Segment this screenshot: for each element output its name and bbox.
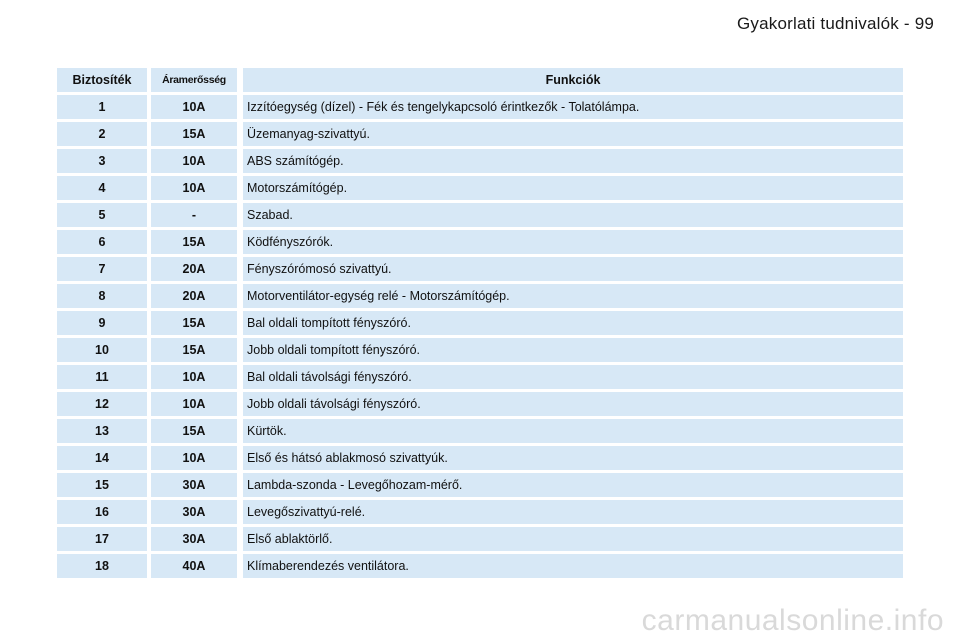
function-cell: ABS számítógép. [243,149,903,173]
fuse-table [57,68,903,581]
function-cell: Első és hátsó ablakmosó szivattyúk. [243,446,903,470]
function-cell: Izzítóegység (dízel) - Fék és tengelykapcsoló érintkezők - Tolatólámpa. [243,95,903,119]
table-header-row [57,68,903,92]
table-row [57,149,903,173]
amperage-cell: 30A [151,527,237,551]
function-cell: Jobb oldali tompított fényszóró. [243,338,903,362]
table-row [57,284,903,308]
page-title: Gyakorlati tudnivalók - 99 [736,14,934,33]
fuse-number-cell: 8 [57,284,147,308]
table-row [57,527,903,551]
fuse-number-cell: 14 [57,446,147,470]
fuse-number-cell: 17 [57,527,147,551]
fuse-number-cell: 18 [57,554,147,578]
fuse-number-cell: 12 [57,392,147,416]
table-row [57,203,903,227]
function-cell: Szabad. [243,203,903,227]
amperage-cell: 10A [151,365,237,389]
amperage-cell: 10A [151,392,237,416]
amperage-cell: 15A [151,311,237,335]
function-cell: Motorventilátor-egység relé - Motorszámítógép. [243,284,903,308]
fuse-number-cell: 16 [57,500,147,524]
table-body [57,95,903,578]
amperage-cell: 30A [151,500,237,524]
function-cell: Motorszámítógép. [243,176,903,200]
table-row [57,311,903,335]
amperage-cell: - [151,203,237,227]
amperage-cell: 20A [151,284,237,308]
fuse-number-cell: 9 [57,311,147,335]
fuse-number-cell: 6 [57,230,147,254]
fuse-number-cell: 7 [57,257,147,281]
table-row [57,473,903,497]
amperage-cell: 10A [151,149,237,173]
amperage-cell: 20A [151,257,237,281]
amperage-cell: 10A [151,176,237,200]
column-header-fuse: Biztosíték [57,68,147,92]
table-row [57,95,903,119]
table-row [57,419,903,443]
amperage-cell: 15A [151,230,237,254]
fuse-number-cell: 1 [57,95,147,119]
function-cell: Fényszórómosó szivattyú. [243,257,903,281]
function-cell: Ködfényszórók. [243,230,903,254]
function-cell: Klímaberendezés ventilátora. [243,554,903,578]
fuse-number-cell: 4 [57,176,147,200]
amperage-cell: 15A [151,338,237,362]
function-cell: Üzemanyag-szivattyú. [243,122,903,146]
amperage-cell: 10A [151,446,237,470]
fuse-number-cell: 15 [57,473,147,497]
column-header-functions: Funkciók [243,68,903,92]
fuse-number-cell: 13 [57,419,147,443]
watermark: carmanualsonline.info [641,604,944,637]
function-cell: Lambda-szonda - Levegőhozam-mérő. [243,473,903,497]
function-cell: Első ablaktörlő. [243,527,903,551]
function-cell: Kürtök. [243,419,903,443]
function-cell: Bal oldali távolsági fényszóró. [243,365,903,389]
table-row [57,257,903,281]
amperage-cell: 30A [151,473,237,497]
table-row [57,122,903,146]
fuse-number-cell: 10 [57,338,147,362]
fuse-number-cell: 5 [57,203,147,227]
column-header-amperage: Áramerősség [151,68,237,92]
table-row [57,392,903,416]
fuse-number-cell: 3 [57,149,147,173]
table-row [57,338,903,362]
table-row [57,176,903,200]
amperage-cell: 15A [151,419,237,443]
function-cell: Levegőszivattyú-relé. [243,500,903,524]
amperage-cell: 15A [151,122,237,146]
table-row [57,446,903,470]
function-cell: Bal oldali tompított fényszóró. [243,311,903,335]
amperage-cell: 10A [151,95,237,119]
amperage-cell: 40A [151,554,237,578]
table-row [57,500,903,524]
table-row [57,365,903,389]
fuse-number-cell: 2 [57,122,147,146]
function-cell: Jobb oldali távolsági fényszóró. [243,392,903,416]
fuse-number-cell: 11 [57,365,147,389]
table-row [57,230,903,254]
table-row [57,554,903,578]
